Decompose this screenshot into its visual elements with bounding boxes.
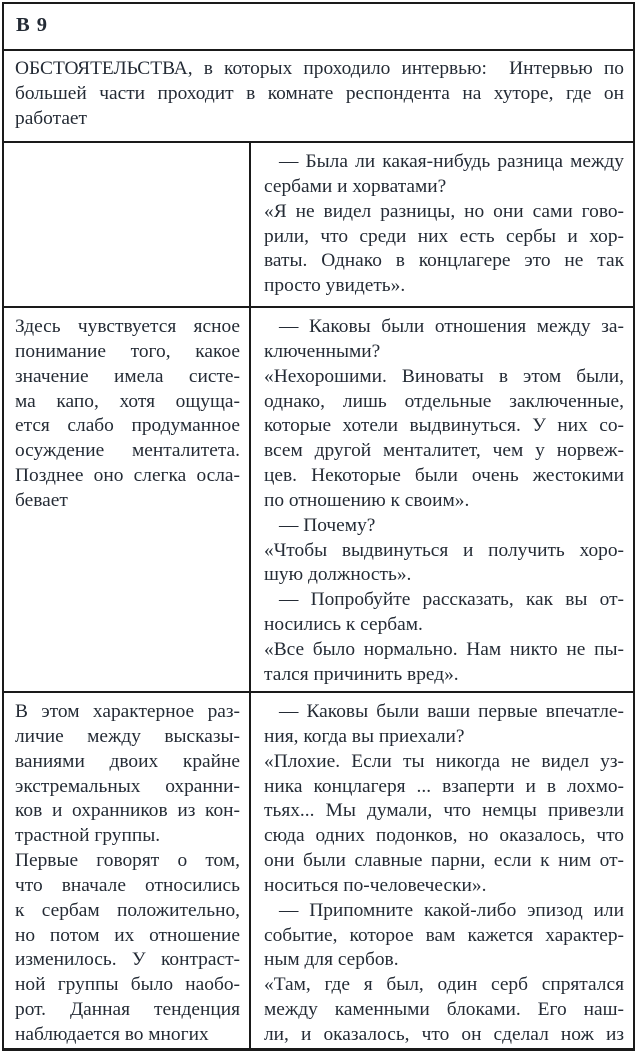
text-line: ния, когда вы приехали? — [264, 725, 465, 747]
commentary-cell — [4, 143, 251, 306]
text-line: сербами и хорватами? — [264, 175, 447, 197]
text-line: событие, которое вам кажется характер- — [264, 924, 624, 946]
dialogue-paragraph — [264, 700, 624, 750]
text-line: ваниями двоих крайне — [15, 750, 240, 772]
text-line: — Каковы были ваши первые впечатле- — [279, 701, 624, 722]
text-line: значение имела систе- — [15, 365, 240, 387]
text-line: личие между высказы- — [15, 725, 240, 747]
text-line: трастной группы. — [15, 825, 161, 847]
paragraph — [264, 539, 624, 589]
text-line: осуждение менталитета. — [15, 440, 240, 462]
text-line: работает — [15, 107, 88, 129]
text-line: между каменными блоками. Его наш- — [264, 999, 624, 1021]
paragraph — [15, 315, 240, 514]
text-line: рили, что среди них есть сербы и хор- — [264, 225, 624, 247]
text-line: но потом их отношение — [15, 924, 240, 946]
interview-code-row — [4, 4, 633, 49]
text-line: «Нехорошими. Виноваты в этом были, — [264, 365, 624, 387]
text-line: просто увидеть». — [264, 275, 406, 297]
interview-cell — [251, 308, 633, 691]
text-line: ОБСТОЯТЕЛЬСТВА, в которых проходило интервью: Интервью по — [15, 58, 624, 79]
text-line: они были славные парни, если к ним от- — [264, 850, 624, 872]
text-line: ключенными? — [264, 340, 381, 362]
paragraph — [15, 700, 240, 849]
commentary-cell — [4, 308, 251, 691]
text-line: ной группы было наобо- — [15, 974, 240, 996]
text-line: понимание того, какое — [15, 340, 240, 362]
text-line: большей части проходит в комнате респондента на хуторе, где он — [15, 82, 624, 104]
paragraph — [264, 750, 624, 899]
paragraph — [264, 973, 624, 1048]
dialogue-paragraph — [264, 514, 624, 539]
dialogue-paragraph — [264, 315, 624, 365]
text-line: ваты. Однако в концлагере это не так — [264, 250, 624, 272]
text-line: ков и охранников из кон- — [15, 800, 240, 822]
text-line: наблюдается во многих — [15, 1023, 209, 1045]
commentary-cell — [4, 693, 251, 1048]
text-line: сюда одних подонков, но оказалось, что — [264, 825, 624, 847]
text-line: что вначале относились — [15, 874, 240, 896]
text-line: носиться по-человечески». — [264, 874, 487, 896]
paragraph — [264, 638, 624, 688]
text-line: всем другой менталитет, чем у норвеж- — [264, 440, 624, 462]
interview-table — [2, 2, 635, 1051]
text-line: по отношению к своим». — [264, 489, 470, 511]
paragraph — [264, 365, 624, 514]
text-line: ется слабо продуманное — [15, 415, 240, 437]
text-line: Позднее оно слегка осла- — [15, 465, 240, 487]
dialogue-paragraph — [264, 588, 624, 638]
circumstances-row — [4, 49, 633, 141]
text-line: — Припомните какой-либо эпизод или — [279, 899, 624, 921]
dialogue-paragraph — [264, 150, 624, 200]
text-line: цев. Некоторые были очень жестокими — [264, 465, 624, 487]
text-line: Здесь чувствуется ясное — [15, 316, 240, 337]
text-line: шую должность». — [264, 564, 412, 586]
dialogue-paragraph — [264, 899, 624, 974]
text-line: В этом характерное раз- — [15, 701, 240, 722]
table-row-3 — [4, 691, 633, 1048]
text-line: ным для сербов. — [264, 949, 399, 971]
text-line: «Плохие. Если ты никогда не видел уз- — [264, 750, 624, 772]
interview-cell — [251, 143, 633, 306]
text-line: «Чтобы выдвинуться и получить хоро- — [264, 539, 624, 561]
text-line: «Там, где я был, один серб спрятался — [264, 974, 624, 996]
text-line: экстремальных охранни- — [15, 775, 240, 797]
text-line: тался причинить вред». — [264, 663, 459, 685]
text-line: — Каковы были отношения между за- — [279, 316, 624, 337]
text-line: тьях... Мы думали, что немцы привезли — [264, 800, 624, 822]
text-line: Первые говорят о том, — [15, 850, 240, 872]
paragraph — [15, 849, 240, 1048]
text-line: носились к сербам. — [264, 614, 423, 636]
paragraph — [264, 200, 624, 299]
interview-cell — [251, 693, 633, 1048]
text-line: которые хотели выдвинуться. У них со- — [264, 415, 624, 437]
interview-code: В 9 — [16, 14, 49, 36]
text-line: ника концлагеря ... взаперти и в лохмо- — [264, 775, 624, 797]
text-line: ли, и оказалось, что он сделал нож из — [264, 1023, 624, 1045]
text-line: «Я не видел разницы, но они сами гово- — [264, 200, 624, 222]
text-line: рот. Данная тенденция — [15, 999, 240, 1021]
text-line: — Попробуйте рассказать, как вы от- — [279, 589, 624, 611]
text-line: однако, лишь отдельные заключенные, — [264, 390, 624, 412]
text-line: к сербам положительно, — [15, 899, 240, 921]
text-line: изменилось. У контраст- — [15, 949, 240, 971]
table-row-1 — [4, 141, 633, 306]
table-row-2 — [4, 306, 633, 691]
text-line: бевает — [15, 489, 68, 511]
text-line: — Почему? — [279, 514, 376, 536]
text-line: ма капо, хотя ощуща- — [15, 390, 240, 412]
text-line: «Все было нормально. Нам никто не пы- — [264, 638, 624, 660]
text-line: — Была ли какая-нибудь разница между — [279, 151, 624, 172]
paragraph — [15, 57, 624, 132]
